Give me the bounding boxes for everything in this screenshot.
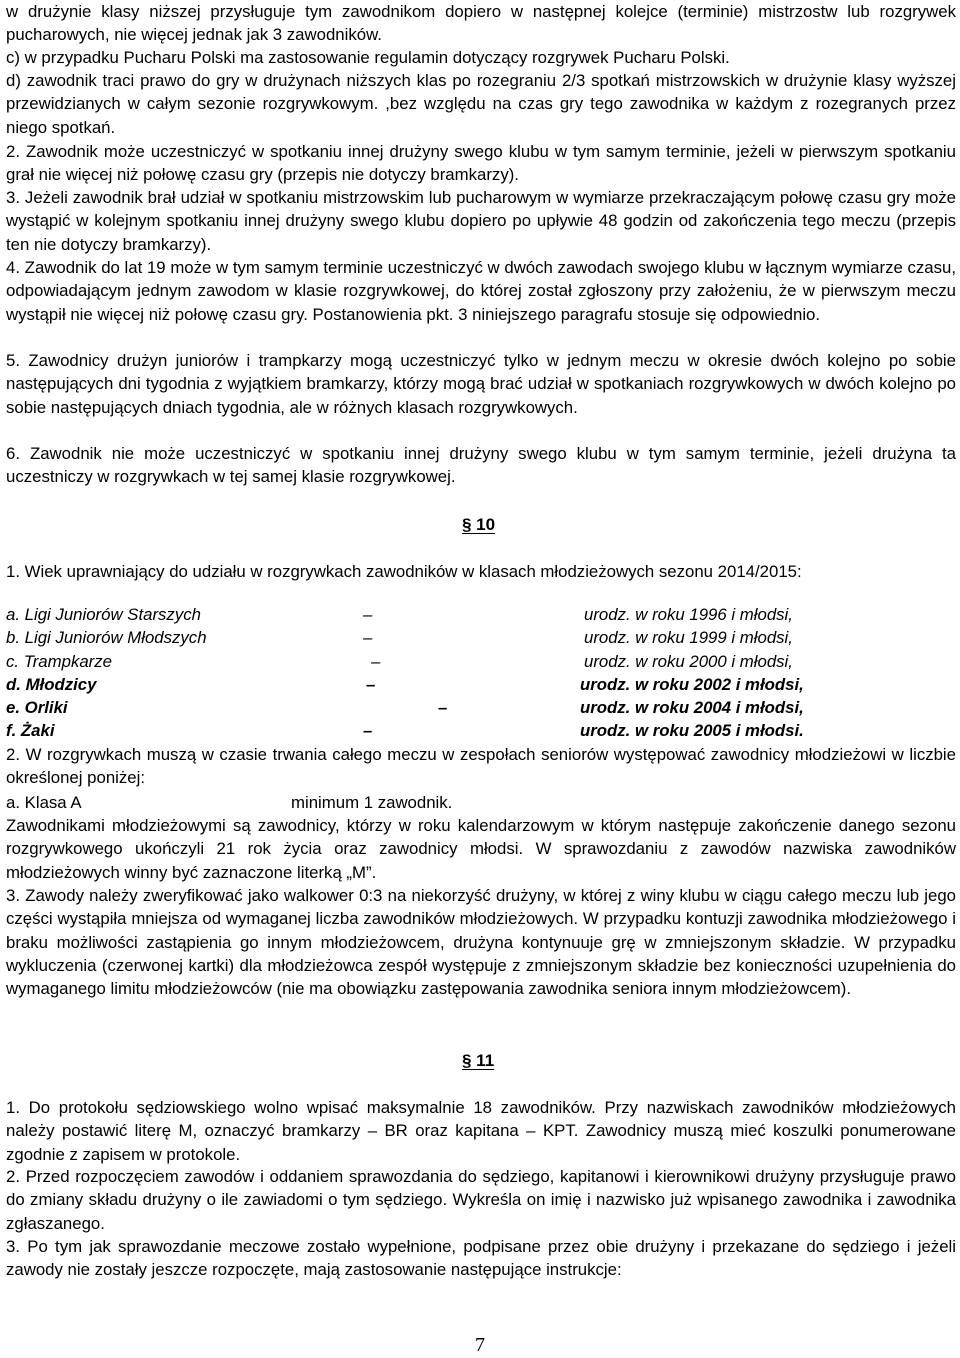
age-label: f. Żaki xyxy=(6,721,55,741)
page-number: 7 xyxy=(475,1334,485,1356)
klasa-a-label: a. Klasa A xyxy=(6,793,82,812)
klasa-a-value: minimum 1 zawodnik. xyxy=(291,793,453,812)
paragraph-c: c) w przypadku Pucharu Polski ma zastosowanie regulamin dotyczący rozgrywek Pucharu Polski. xyxy=(6,48,730,67)
paragraph-4: 4. Zawodnik do lat 19 może w tym samym terminie uczestniczyć w dwóch zawodach swojego klubu w łącznym wymiarze czasu, odpowiadającym jednym zawodom w klasie rozgrywkowej, do której został zgłoszony przy założeniu, że w pierwszym meczu wystąpił nie więcej niż połowę czasu gry. Postanowienia pkt. 3 niniejszego paragrafu stosuje się odpowiednio. xyxy=(6,258,956,324)
age-dash: – xyxy=(371,651,381,671)
section-10-p2: 2. W rozgrywkach muszą w czasie trwania całego meczu w zespołach seniorów występować zawodnicy młodzieżowi w liczbie określonej poniżej: xyxy=(6,745,956,788)
section-10-intro: 1. Wiek uprawniający do udziału w rozgrywkach zawodników w klasach młodzieżowych sezonu 2014/2015: xyxy=(6,562,802,581)
age-label: e. Orliki xyxy=(6,698,68,718)
age-born: urodz. w roku 1996 i młodsi, xyxy=(584,605,793,624)
age-row-c xyxy=(6,650,956,673)
section-10-p3: 3. Zawody należy zweryfikować jako walkower 0:3 na niekorzyść drużyny, w której z winy klubu w ciągu całego meczu lub jego części wystąpiła mniejsza od wymaganej liczba zawodników młodzieżowych. W przypadku kontuzji zawodnika młodzieżowego i braku możliwości zastąpienia go innym młodzieżowcem, drużyna kontynuuje grę w zmniejszonym składzie. W przypadku wykluczenia (czerwonej kartki) dla młodzieżowca zespół występuje z zmniejszonym składzie bez konieczności uzupełnienia do wymaganego limitu młodzieżowców (nie ma obowiązku zastępowania zawodnika seniora innym młodzieżowcem). xyxy=(6,886,956,999)
age-dash: – xyxy=(363,721,373,741)
age-label: d. Młodzicy xyxy=(6,674,97,694)
age-born: urodz. w roku 1999 i młodsi, xyxy=(584,628,793,648)
age-dash: – xyxy=(363,605,373,624)
age-born: urodz. w roku 2002 i młodsi, xyxy=(580,674,804,694)
section-11-p2: 2. Przed rozpoczęciem zawodów i oddaniem sprawozdania do sędziego, kapitanowi i kierownikowi drużyny przysługuje prawo do zmiany składu drużyny o ile zawiadomi o tym sędziego. Wykreśla on imię i nazwisko już wpisanego zawodnika i zawodnika zgłaszanego. xyxy=(6,1167,956,1233)
age-dash: – xyxy=(366,674,376,694)
paragraph-3: 3. Jeżeli zawodnik brał udział w spotkaniu mistrzowskim lub pucharowym w wymiarze przekraczającym połowę czasu gry może wystąpić w kolejnym spotkaniu innej drużyny swego klubu dopiero po upływie 48 godzin od zakończenia tego meczu (przepis ten nie dotyczy bramkarzy). xyxy=(6,188,956,254)
klasa-a-row xyxy=(6,791,956,814)
age-row-b xyxy=(6,626,956,649)
paragraph-6: 6. Zawodnik nie może uczestniczyć w spotkaniu innej drużyny swego klubu w tym samym terminie, jeżeli drużyna ta uczestniczy w rozgrywkach w tej samej klasie rozgrywkowej. xyxy=(6,444,956,487)
age-dash: – xyxy=(438,698,448,718)
paragraph-5: 5. Zawodnicy drużyn juniorów i trampkarzy mogą uczestniczyć tylko w jednym meczu w okresie dwóch kolejno po sobie następujących dni tygodnia z wyjątkiem bramkarzy, którzy mogą brać udział w spotkaniach rozgrywkowych w dwóch kolejno po sobie następujących dniach tygodnia, ale w różnych klasach rozgrywkowych. xyxy=(6,351,956,417)
age-row-f xyxy=(6,719,956,742)
age-label: c. Trampkarze xyxy=(6,651,112,671)
age-born: urodz. w roku 2000 i młodsi, xyxy=(584,651,793,671)
section-11-p1: 1. Do protokołu sędziowskiego wolno wpisać maksymalnie 18 zawodników. Przy nazwiskach zawodników młodzieżowych należy postawić literę M, oznaczyć bramkarzy – BR oraz kapitana – KPT. Zawodnicy muszą mieć koszulki ponumerowane zgodnie z zapisem w protokole. xyxy=(6,1098,956,1164)
section-11-heading: § 11 xyxy=(462,1051,495,1070)
age-list xyxy=(6,603,956,743)
section-11-p3: 3. Po tym jak sprawozdanie meczowe zostało wypełnione, podpisane przez obie drużyny i przekazane do sędziego i jeżeli zawody nie zostały jeszcze rozpoczęte, mają zastosowanie następujące instrukcje: xyxy=(6,1237,956,1280)
paragraph-2: 2. Zawodnik może uczestniczyć w spotkaniu innej drużyny swego klubu w tym samym terminie, jeżeli w pierwszym spotkaniu grał nie więcej niż połowę czasu gry (przepis nie dotyczy bramkarzy). xyxy=(6,142,956,185)
age-dash: – xyxy=(363,628,373,648)
paragraph-d: d) zawodnik traci prawo do gry w drużynach niższych klas po rozegraniu 2/3 spotkań mistrzowskich w drużynie klasy wyższej przewidzianych w całym sezonie rozgrywkowym. ,bez względu na czas gry tego zawodnika w każdym z rozegranych przez niego spotkań. xyxy=(6,71,956,137)
age-label: a. Ligi Juniorów Starszych xyxy=(6,605,201,624)
age-born: urodz. w roku 2004 i młodsi, xyxy=(580,698,804,718)
section-10-p2b: Zawodnikami młodzieżowymi są zawodnicy, którzy w roku kalendarzowym w którym następuje zakończenie danego sezonu rozgrywkowego ukończyli 21 rok życia oraz zawodnicy młodsi. W sprawozdaniu z zawodów nazwiska zawodników młodzieżowych winny być zaznaczone literką „M”. xyxy=(6,816,956,882)
age-row-e xyxy=(6,696,956,719)
age-label: b. Ligi Juniorów Młodszych xyxy=(6,628,207,648)
age-born: urodz. w roku 2005 i młodsi. xyxy=(580,721,804,741)
age-row-d xyxy=(6,673,956,696)
paragraph-b1: w drużynie klasy niższej przysługuje tym zawodnikom dopiero w następnej kolejce (terminie) mistrzostw lub rozgrywek pucharowych, nie więcej jednak jak 3 zawodników. xyxy=(6,2,956,45)
age-row-a xyxy=(6,603,956,626)
section-10-heading: § 10 xyxy=(462,515,496,534)
